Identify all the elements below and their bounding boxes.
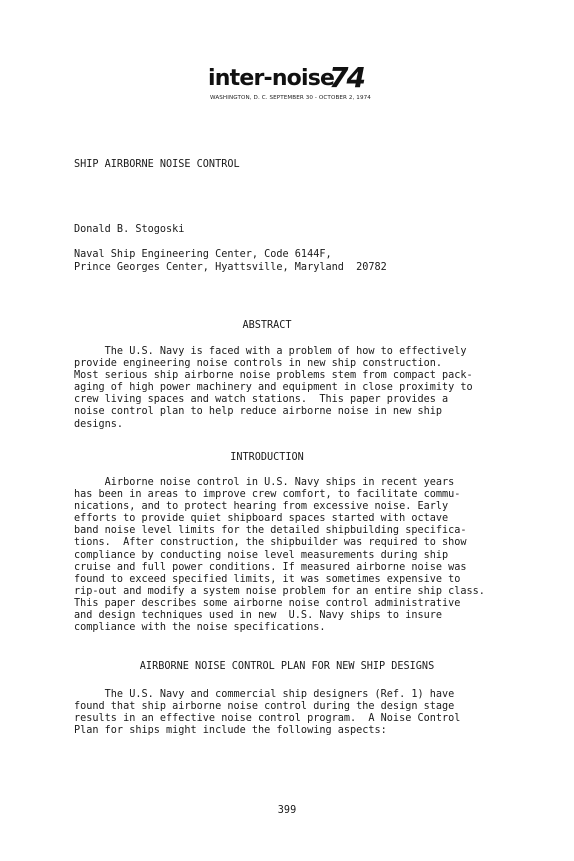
paper-title: SHIP AIRBORNE NOISE CONTROL <box>74 159 240 170</box>
affiliation-line-1: Naval Ship Engineering Center, Code 6144F, <box>74 249 332 260</box>
plan-heading: AIRBORNE NOISE CONTROL PLAN FOR NEW SHIP DESIGNS <box>139 661 435 672</box>
intro-line: tions. After construction, the shipbuilder was required to show <box>74 537 467 549</box>
abstract-line: The U.S. Navy is faced with a problem of how to effectively <box>74 346 467 357</box>
introduction-heading: INTRODUCTION <box>230 452 304 463</box>
intro-line: has been in areas to improve crew comfort, to facilitate commu- <box>74 489 461 501</box>
intro-line: Airborne noise control in U.S. Navy ships in recent years <box>74 477 455 488</box>
intro-line: nications, and to protect hearing from excessive noise. Early <box>74 501 449 513</box>
intro-line: efforts to provide quiet shipboard spaces started with octave <box>74 513 449 525</box>
affiliation-line-2: Prince Georges Center, Hyattsville, Maryland 20782 <box>74 262 387 273</box>
abstract-line: Most serious ship airborne noise problems stem from compact pack- <box>74 370 473 382</box>
intro-line: cruise and full power conditions. If measured airborne noise was <box>74 561 467 573</box>
conference-logo <box>208 61 371 108</box>
plan-line: found that ship airborne noise control during the design stage <box>74 701 455 713</box>
introduction-body <box>74 477 514 634</box>
page-number: 399 <box>277 805 297 816</box>
intro-line: rip-out and modify a system noise problem for an entire ship class. <box>74 585 485 597</box>
plan-body <box>74 689 514 737</box>
abstract-body <box>74 346 514 431</box>
abstract-line: provide engineering noise controls in new ship construction. <box>74 358 443 370</box>
plan-line: The U.S. Navy and commercial ship designers (Ref. 1) have <box>74 689 455 700</box>
logo-subtitle: WASHINGTON, D. C. SEPTEMBER 30 - OCTOBER 2, 1974 <box>210 95 371 101</box>
intro-line: band noise level limits for the detailed shipbuilding specifica- <box>74 525 467 537</box>
intro-line: and design techniques used in new U.S. Navy ships to insure <box>74 610 443 622</box>
logo-year: 74 <box>329 61 364 94</box>
abstract-heading: ABSTRACT <box>242 320 292 331</box>
abstract-line: designs. <box>74 418 124 430</box>
logo-wordmark: inter-noise <box>208 66 335 91</box>
plan-line: results in an effective noise control program. A Noise Control <box>74 713 461 725</box>
intro-line: This paper describes some airborne noise control administrative <box>74 597 461 609</box>
intro-line: found to exceed specified limits, it was sometimes expensive to <box>74 573 461 585</box>
author-name: Donald B. Stogoski <box>74 224 185 235</box>
intro-line: compliance with the noise specifications. <box>74 622 326 634</box>
intro-line: compliance by conducting noise level measurements during ship <box>74 549 449 561</box>
plan-line: Plan for ships might include the following aspects: <box>74 725 387 737</box>
abstract-line: crew living spaces and watch stations. This paper provides a <box>74 394 449 406</box>
abstract-line: aging of high power machinery and equipment in close proximity to <box>74 382 473 394</box>
abstract-line: noise control plan to help reduce airborne noise in new ship <box>74 406 443 418</box>
